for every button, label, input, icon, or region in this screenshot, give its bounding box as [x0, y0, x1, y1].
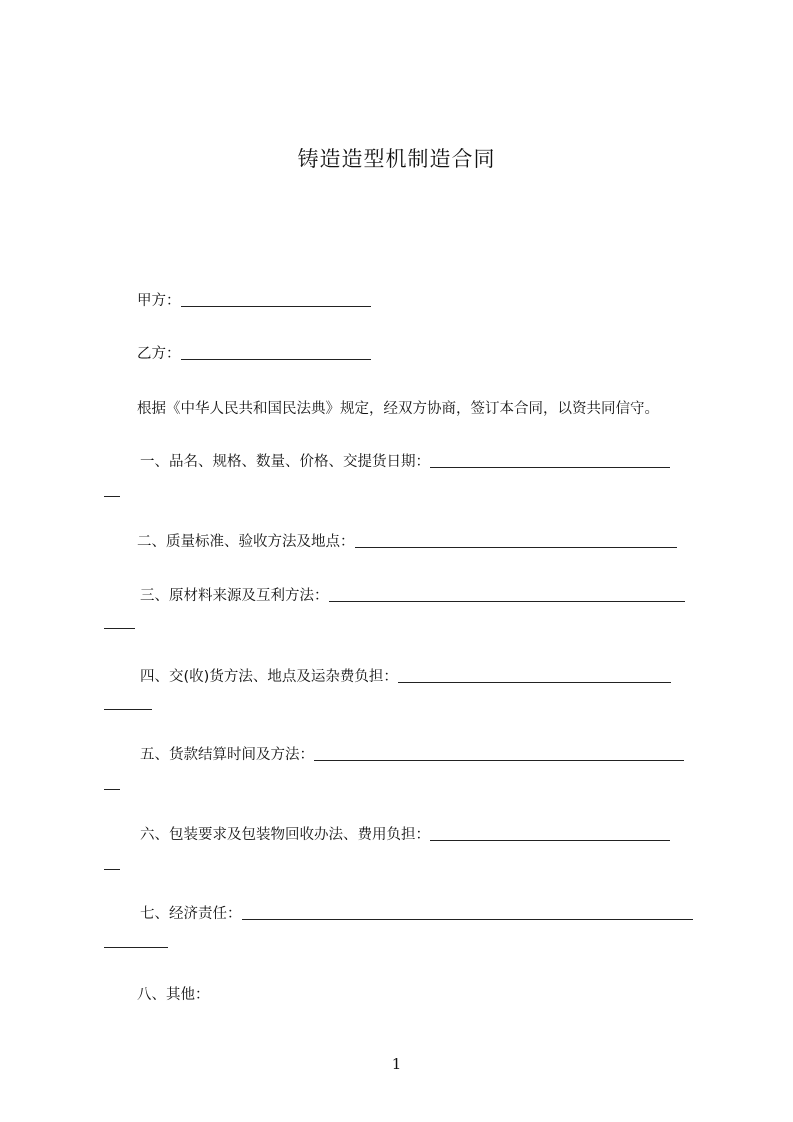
- clause-5: [140, 744, 684, 764]
- clause-2: [137, 531, 677, 551]
- clause-5-label: 五、货款结算时间及方法：: [140, 747, 314, 763]
- clause-7-blank[interactable]: [242, 918, 693, 920]
- clause-3-label: 三、原材料来源及互利方法：: [140, 588, 329, 604]
- party-b-blank[interactable]: [181, 358, 371, 360]
- clause-7-label: 七、经济责任：: [140, 906, 242, 922]
- party-b-label: 乙方：: [137, 346, 181, 362]
- clause-8-label: 八、其他：: [137, 987, 210, 1003]
- party-a-line: [137, 290, 371, 310]
- clause-8: [137, 984, 210, 1004]
- party-a-blank[interactable]: [181, 305, 371, 307]
- clause-4-label: 四、交(收)货方法、地点及运杂费负担：: [140, 669, 398, 685]
- clause-4-blank[interactable]: [398, 681, 671, 683]
- clause-1-blank-cont: [104, 495, 120, 497]
- clause-6-blank-cont: [104, 868, 120, 870]
- clause-6-blank[interactable]: [430, 839, 670, 841]
- preamble: [137, 398, 659, 418]
- preamble-text: 根据《中华人民共和国民法典》规定，经双方协商，签订本合同，以资共同信守。: [137, 401, 659, 417]
- party-b-line: [137, 343, 371, 363]
- clause-1: [140, 451, 670, 471]
- document-title: 铸造造型机制造合同: [297, 147, 496, 171]
- clause-4: [140, 666, 671, 686]
- clause-1-label: 一、品名、规格、数量、价格、交提货日期：: [140, 454, 430, 470]
- clause-1-blank[interactable]: [430, 466, 670, 468]
- clause-2-blank[interactable]: [355, 546, 677, 548]
- party-a-label: 甲方：: [137, 293, 181, 309]
- clause-5-blank-cont: [104, 788, 120, 790]
- clause-5-blank[interactable]: [314, 759, 684, 761]
- clause-6-label: 六、包装要求及包装物回收办法、费用负担：: [140, 827, 430, 843]
- clause-7-blank-cont: [104, 946, 168, 948]
- clause-7: [140, 903, 693, 923]
- clause-3-blank[interactable]: [329, 600, 685, 602]
- clause-6: [140, 824, 670, 844]
- clause-4-blank-cont: [104, 708, 152, 710]
- clause-2-label: 二、质量标准、验收方法及地点：: [137, 534, 355, 550]
- page-number: 1: [391, 1055, 402, 1073]
- clause-3: [140, 585, 685, 605]
- clause-3-blank-cont: [104, 627, 135, 629]
